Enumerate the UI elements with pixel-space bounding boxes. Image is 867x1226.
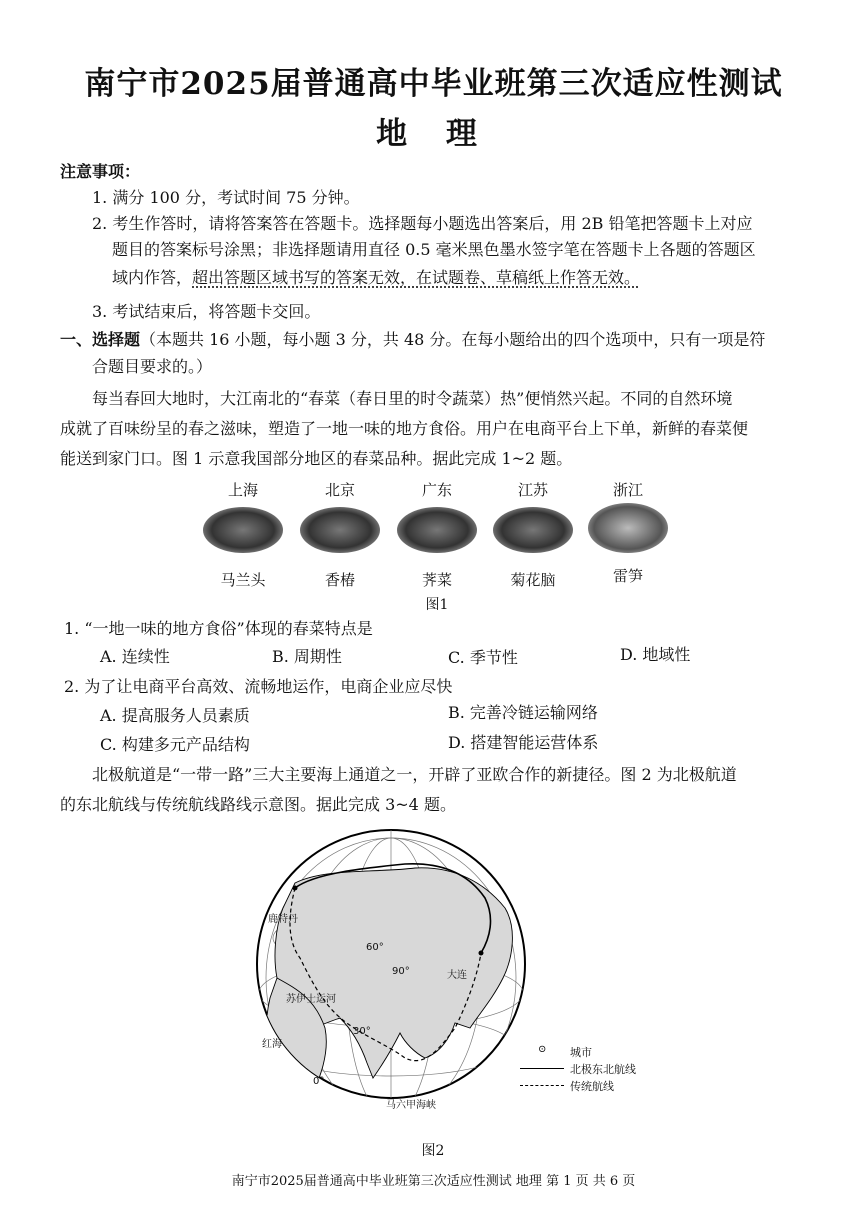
question-2-option-d[interactable]: D. 搭建智能运营体系 [448, 733, 599, 752]
passage-1-line-3: 能送到家门口。图 1 示意我国部分地区的春菜品种。据此完成 1~2 题。 [60, 449, 573, 468]
legend-solid-line [520, 1068, 564, 1069]
figure-1-region-2: 北京 [324, 481, 355, 499]
question-2-option-a[interactable]: A. 提高服务人员素质 [100, 706, 250, 725]
notice-item-2-line-3 [112, 268, 640, 288]
question-2-stem: 2. 为了让电商平台高效、流畅地运作，电商企业应尽快 [64, 677, 453, 696]
figure-1-vegetable-3: 荠菜 [421, 571, 452, 589]
figure-1-region-3: 广东 [421, 481, 452, 499]
passage-2-line-2: 的东北航线与传统航线路线示意图。据此完成 3~4 题。 [60, 795, 456, 814]
figure-1-caption: 图1 [425, 597, 449, 613]
passage-1-line-2: 成就了百味纷呈的春之滋味，塑造了一地一味的地方食俗。用户在电商平台上下单，新鲜的春菜便 [60, 419, 749, 438]
legend-city: 城市 [570, 1046, 592, 1059]
subject-title: 地 理 [376, 116, 491, 152]
question-1-option-c[interactable]: C. 季节性 [448, 648, 518, 667]
label-malacca: 马六甲海峡 [386, 1100, 436, 1111]
vegetable-photo-juhuanao [493, 507, 573, 553]
question-1-option-d[interactable]: D. 地域性 [620, 645, 691, 664]
city-dalian [479, 951, 484, 956]
legend-dashed-line [520, 1085, 564, 1086]
notice-heading: 注意事项： [60, 162, 141, 181]
figure-1-vegetable-5: 雷笋 [612, 567, 643, 585]
city-rotterdam [293, 886, 298, 891]
question-1-option-b[interactable]: B. 周期性 [272, 647, 342, 666]
notice-item-1: 1. 满分 100 分，考试时间 75 分钟。 [92, 188, 360, 207]
figure-2-globe-map [255, 828, 527, 1100]
exam-title: 南宁市2025届普通高中毕业班第三次适应性测试 [84, 66, 783, 102]
question-1-stem: 1. “一地一味的地方食俗”体现的春菜特点是 [64, 619, 373, 638]
question-2-option-b[interactable]: B. 完善冷链运输网络 [448, 703, 598, 722]
figure-1-region-5: 浙江 [612, 481, 643, 499]
figure-1-region-4: 江苏 [517, 481, 548, 499]
notice-item-2-line-3-start: 域内作答， [112, 268, 193, 287]
vegetable-photo-xiangchun [300, 507, 380, 553]
figure-1-vegetable-2: 香椿 [324, 571, 355, 589]
label-dalian: 大连 [447, 970, 467, 981]
label-rotterdam: 鹿特丹 [268, 914, 298, 925]
label-lat-30: 30° [353, 1026, 371, 1037]
vegetable-photo-jicai [397, 507, 477, 553]
vegetable-photo-malantou [203, 507, 283, 553]
section-1-heading: 一、选择题 [60, 330, 141, 349]
notice-item-3: 3. 考试结束后，将答题卡交回。 [92, 302, 321, 321]
notice-emphasis: 超出答题区域书写的答案无效，在试题卷、草稿纸上作答无效。 [192, 268, 641, 287]
page-footer: 南宁市2025届普通高中毕业班第三次适应性测试 地理 第 1 页 共 6 页 [231, 1174, 636, 1189]
passage-1-line-1: 每当春回大地时，大江南北的“春菜（春日里的时令蔬菜）热”便悄然兴起。不同的自然环境 [92, 389, 733, 408]
figure-2-caption: 图2 [421, 1143, 445, 1159]
label-lat-0: 0° [313, 1076, 325, 1087]
label-suez-canal: 苏伊士运河 [286, 994, 336, 1005]
notice-item-2-line-2: 题目的答案标号涂黑；非选择题请用直径 0.5 毫米黑色墨水签字笔在答题卡上各题的答题区 [112, 240, 756, 259]
vegetable-photo-leisun [588, 503, 668, 553]
figure-1-vegetable-4: 菊花脑 [510, 571, 556, 589]
section-1-intro [60, 330, 765, 350]
notice-item-2-line-1: 2. 考生作答时，请将答案答在答题卡。选择题每小题选出答案后，用 2B 铅笔把答题卡上对应 [92, 214, 753, 233]
question-1-option-a[interactable]: A. 连续性 [100, 647, 170, 666]
section-1-desc-2: 合题目要求的。） [92, 357, 213, 376]
figure-1-region-1: 上海 [227, 481, 258, 499]
legend-northeast-route: 北极东北航线 [570, 1063, 636, 1076]
label-red-sea: 红海 [262, 1039, 282, 1050]
label-lon-90: 90° [392, 966, 410, 977]
section-1-desc-1: （本题共 16 小题，每小题 3 分，共 48 分。在每小题给出的四个选项中，只有一项是符 [140, 330, 766, 349]
legend-traditional-route: 传统航线 [570, 1080, 614, 1093]
passage-2-line-1: 北极航道是“一带一路”三大主要海上通道之一，开辟了亚欧合作的新捷径。图 2 为北极航道 [92, 765, 737, 784]
label-lat-60: 60° [366, 942, 384, 953]
figure-1-vegetable-1: 马兰头 [220, 571, 266, 589]
question-2-option-c[interactable]: C. 构建多元产品结构 [100, 735, 250, 754]
legend-city-icon: ⊙ [538, 1044, 547, 1055]
